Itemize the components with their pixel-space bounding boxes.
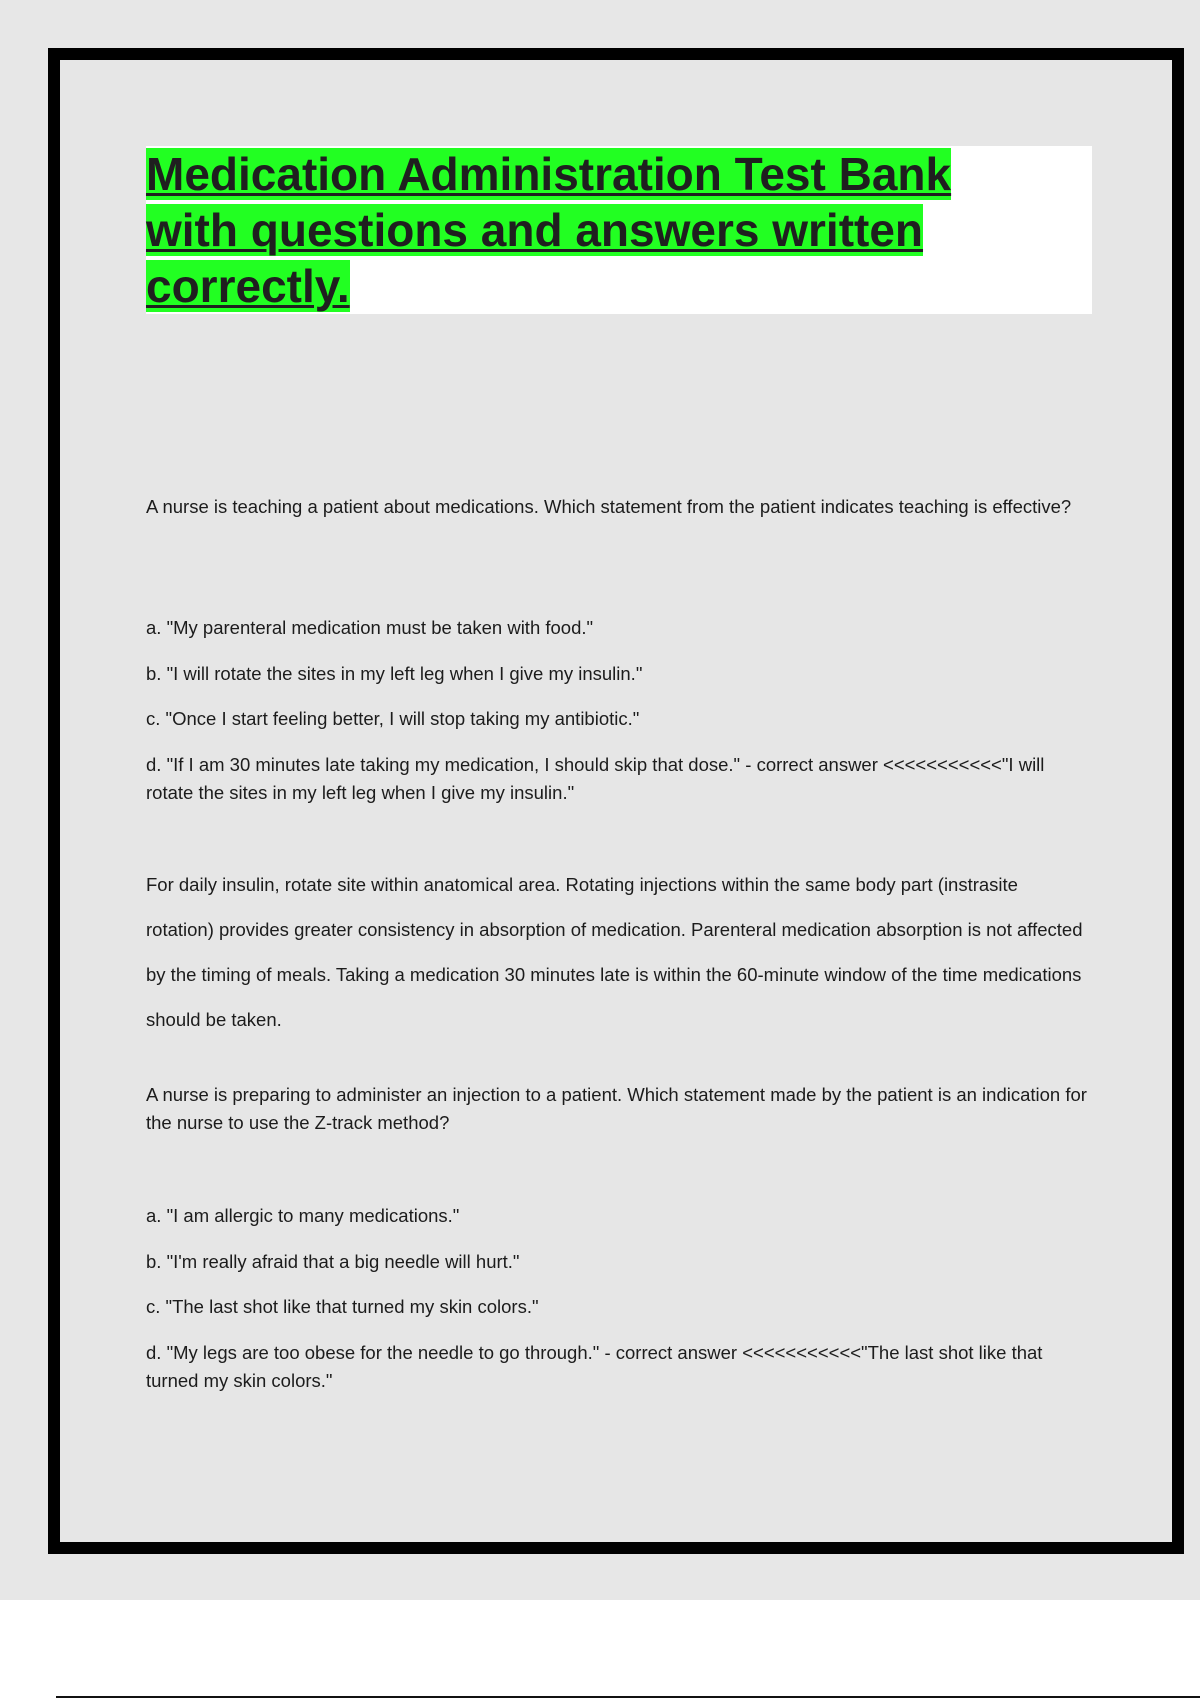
question-2-stem: A nurse is preparing to administer an injection to a patient. Which statement made by the patient is an indication for the nurse to use the Z-track method?	[146, 1084, 1087, 1133]
question-1-option-d-with-answer: d. "If I am 30 minutes late taking my medication, I should skip that dose." - correct answer <<<<<<<<<<<"I will rotate the sites in my left leg when I give my insulin."	[146, 754, 1045, 803]
question-1-option-a: a. "My parenteral medication must be taken with food."	[146, 617, 594, 638]
question-2-option-a: a. "I am allergic to many medications."	[146, 1205, 460, 1226]
question-2-option-c: c. "The last shot like that turned my skin colors."	[146, 1296, 539, 1317]
title-box	[146, 146, 1092, 314]
document-title	[146, 146, 1026, 314]
question-2-option-b: b. "I'm really afraid that a big needle will hurt."	[146, 1251, 520, 1272]
question-1-rationale: For daily insulin, rotate site within anatomical area. Rotating injections within the same body part (instrasite rotation) provides greater consistency in absorption of medication. Parenteral medication absorption is not affected by the timing of meals. Taking a medication 30 minutes late is within the 60-minute window of the time medications should be taken.	[146, 874, 1083, 1030]
question-1-stem: A nurse is teaching a patient about medications. Which statement from the patient indicates teaching is effective?	[146, 496, 1072, 517]
question-1-option-c: c. "Once I start feeling better, I will stop taking my antibiotic."	[146, 708, 640, 729]
question-1-option-b: b. "I will rotate the sites in my left leg when I give my insulin."	[146, 663, 643, 684]
footer-divider	[56, 1696, 1200, 1698]
question-2-option-d-with-answer: d. "My legs are too obese for the needle to go through." - correct answer <<<<<<<<<<<"The last shot like that turned my skin colors."	[146, 1342, 1043, 1391]
document-title-text: Medication Administration Test Bank with questions and answers written correctly.	[146, 148, 952, 312]
